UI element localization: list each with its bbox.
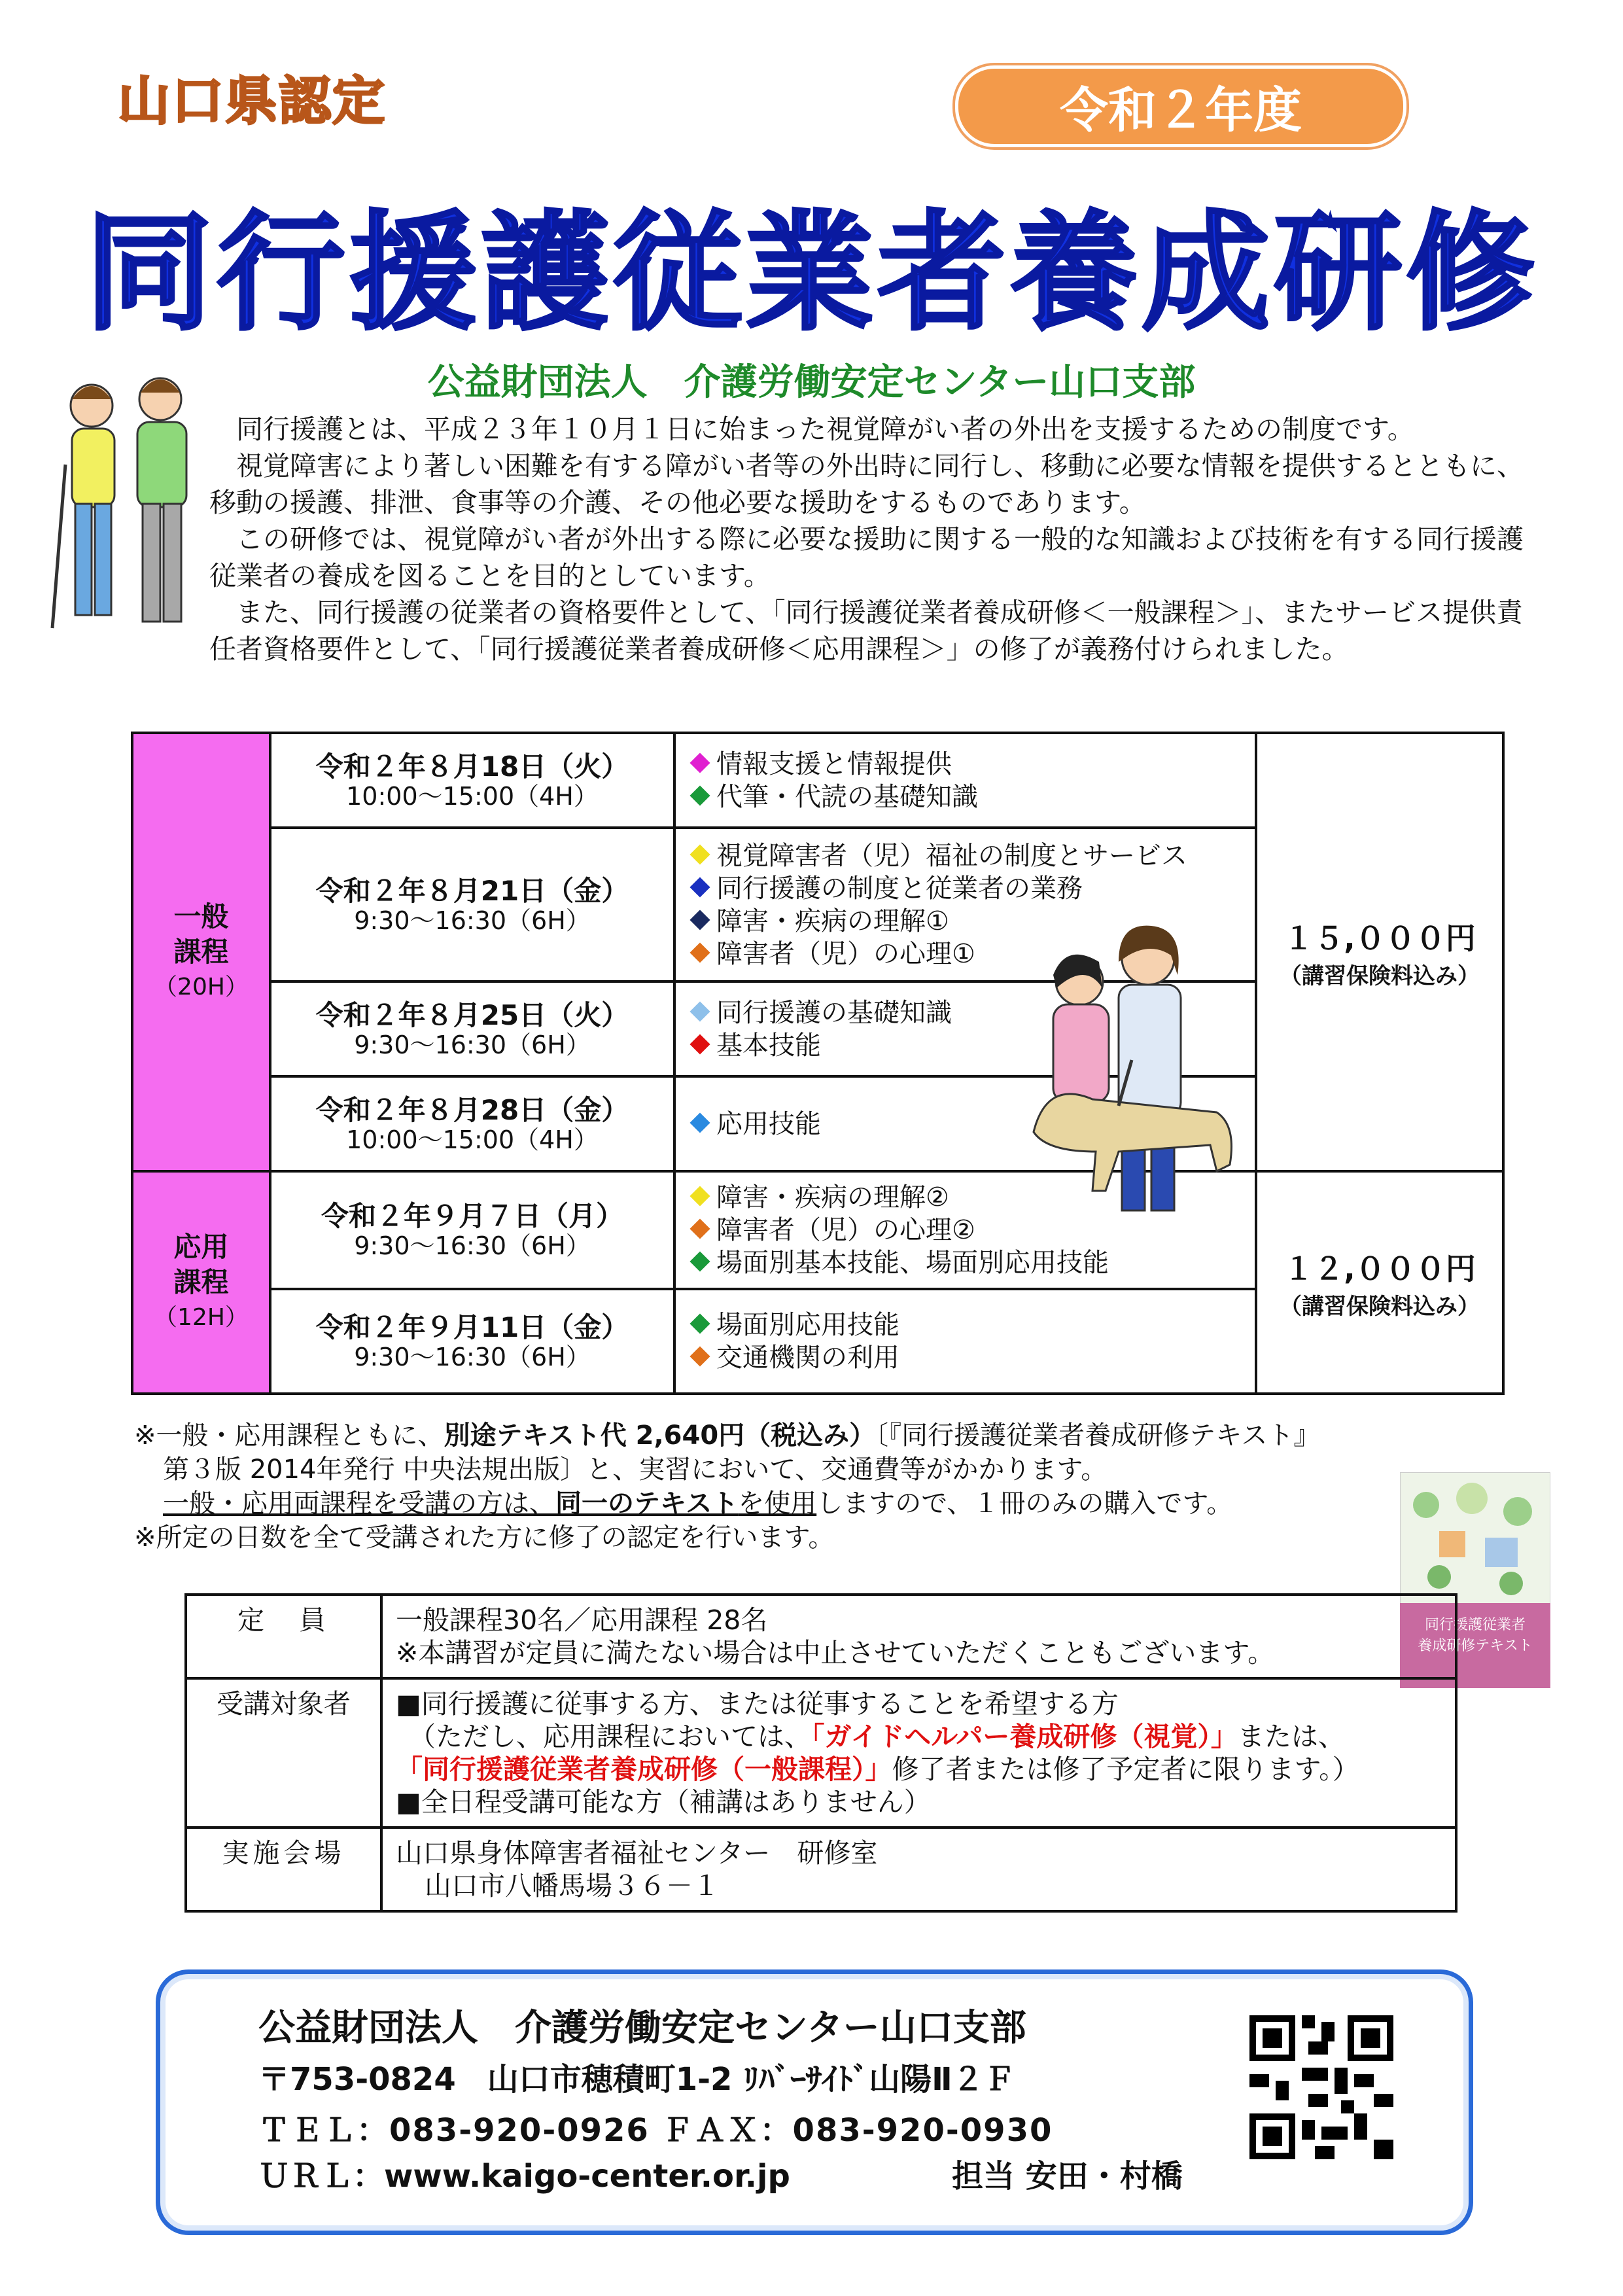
applied-course-cell: 応用 課程 （12H） xyxy=(132,1171,270,1394)
diamond-bullet-icon xyxy=(689,1186,710,1206)
year-badge: 令和２年度 xyxy=(955,65,1406,147)
diamond-bullet-icon xyxy=(689,844,710,864)
diamond-bullet-icon xyxy=(689,1218,710,1239)
contact-address: 〒753-0824 山口市穂積町1-2 ﾘﾊﾞｰｻｲﾄﾞ山陽Ⅱ２Ｆ xyxy=(258,2061,1015,2098)
session-topics: 視覚障害者（児）福祉の制度とサービス 同行援護の制度と従業者の業務 障害・疾病の理解① 障害者（児）の心理① xyxy=(674,828,1256,981)
contact-organization: 公益財団法人 介護労働安定センター山口支部 xyxy=(258,2007,1026,2049)
diamond-bullet-icon xyxy=(689,785,710,805)
session-date: 令和２年８月28日（金） 10:00～15:00（4H） xyxy=(270,1076,674,1171)
diamond-bullet-icon xyxy=(689,1251,710,1271)
page-title: 同行援護従業者養成研修 xyxy=(84,199,1539,348)
qr-code-icon[interactable] xyxy=(1249,2015,1393,2159)
diamond-bullet-icon xyxy=(689,1313,710,1333)
general-price-cell: １５,０００円 （講習保険料込み） xyxy=(1256,733,1503,1171)
session-date: 令和２年８月18日（火） 10:00～15:00（4H） xyxy=(270,733,674,828)
session-topics: 応用技能 xyxy=(674,1076,1256,1171)
intro-paragraph: この研修では、視覚障がい者が外出する際に必要な援助に関する一般的な知識および技術を有する同行援護従業者の養成を図ることを目的としています。 xyxy=(209,523,1524,592)
venue-value: 山口県身体障害者福祉センター 研修室 山口市八幡馬場３６－１ xyxy=(381,1828,1456,1911)
diamond-bullet-icon xyxy=(689,942,710,963)
session-topics: 情報支援と情報提供 代筆・代読の基礎知識 xyxy=(674,733,1256,828)
contact-staff: 担当 安田・村橋 xyxy=(952,2158,1183,2195)
schedule-table xyxy=(131,732,1505,1395)
applied-price-cell: １２,０００円 （講習保険料込み） xyxy=(1256,1171,1503,1394)
guide-dog-illustration xyxy=(1021,916,1243,1224)
notes-section: ※一般・応用課程ともに、別途テキスト代 2,640円（税込み）〔『同行援護従業者養成研修テキスト』 第３版 2014年発行 中央法規出版〕と、実習において、交通費等がかかります。 一般・応用両課程を受講の方は、同一のテキストを使用しますので、１冊のみの購入です。 ※所定の日数を全て受講された方に修了の認定を行います。 xyxy=(134,1421,1320,1553)
session-topics: 場面別応用技能 交通機関の利用 xyxy=(674,1289,1256,1394)
session-date: 令和２年８月25日（火） 9:30～16:30（6H） xyxy=(270,981,674,1076)
intro-paragraph: また、同行援護の従業者の資格要件として、「同行援護従業者養成研修＜一般課程＞」、またサービス提供責任者資格要件として、「同行援護従業者養成研修＜応用課程＞」の修了が義務付けられました。 xyxy=(209,597,1524,665)
venue-label: 実施会場 xyxy=(186,1828,381,1911)
diamond-bullet-icon xyxy=(689,1346,710,1366)
general-course-cell: 一般 課程 （20H） xyxy=(132,733,270,1171)
contact-url[interactable]: ＵＲＬ：www.kaigo-center.or.jp xyxy=(258,2158,790,2195)
book-title-line: 同行援護従業者 xyxy=(1424,1617,1526,1633)
diamond-bullet-icon xyxy=(689,877,710,897)
diamond-bullet-icon xyxy=(689,1112,710,1133)
session-date: 令和２年９月７日（月） 9:30～16:30（6H） xyxy=(270,1171,674,1289)
session-topics: 障害・疾病の理解② 障害者（児）の心理② 場面別基本技能、場面別応用技能 xyxy=(674,1171,1256,1289)
session-date: 令和２年９月11日（金） 9:30～16:30（6H） xyxy=(270,1289,674,1394)
intro-paragraph: 同行援護とは、平成２３年１０月１日に始まった視覚障がい者の外出を支援するための制度です。 xyxy=(236,414,1414,445)
target-value: ■同行援護に従事する方、または従事することを希望する方 （ただし、応用課程においては、「ガイドヘルパー養成研修（視覚）」または、 「同行援護従業者養成研修（一般課程）」修了者または修了予定者に限ります。） ■全日程受講可能な方（補講はありません） xyxy=(381,1678,1456,1828)
book-title-line: 養成研修テキスト xyxy=(1418,1638,1533,1654)
diamond-bullet-icon xyxy=(689,1034,710,1054)
info-table xyxy=(184,1593,1457,1913)
intro-paragraph: 視覚障害により著しい困難を有する障がい者等の外出時に同行し、移動に必要な情報を提供するとともに、移動の援護、排泄、食事等の介護、その他必要な援助をするものであります。 xyxy=(209,450,1524,518)
session-date: 令和２年８月21日（金） 9:30～16:30（6H） xyxy=(270,828,674,981)
diamond-bullet-icon xyxy=(689,752,710,773)
capacity-value: 一般課程30名／応用課程 28名 ※本講習が定員に満たない場合は中止させていただくこともございます。 xyxy=(381,1595,1456,1678)
capacity-label: 定 員 xyxy=(186,1595,381,1678)
diamond-bullet-icon xyxy=(689,1001,710,1021)
certification-label: 山口県認定 xyxy=(118,71,386,132)
organization-heading: 公益財団法人 介護労働安定センター山口支部 xyxy=(427,361,1196,404)
target-label: 受講対象者 xyxy=(186,1678,381,1828)
diamond-bullet-icon xyxy=(689,910,710,930)
session-topics: 同行援護の基礎知識 基本技能 xyxy=(674,981,1256,1076)
intro-text xyxy=(209,411,1524,667)
contact-phone-fax: ＴＥＬ：083-920-0926 ＦＡＸ：083-920-0930 xyxy=(258,2112,1053,2149)
guide-walking-illustration xyxy=(46,366,222,641)
